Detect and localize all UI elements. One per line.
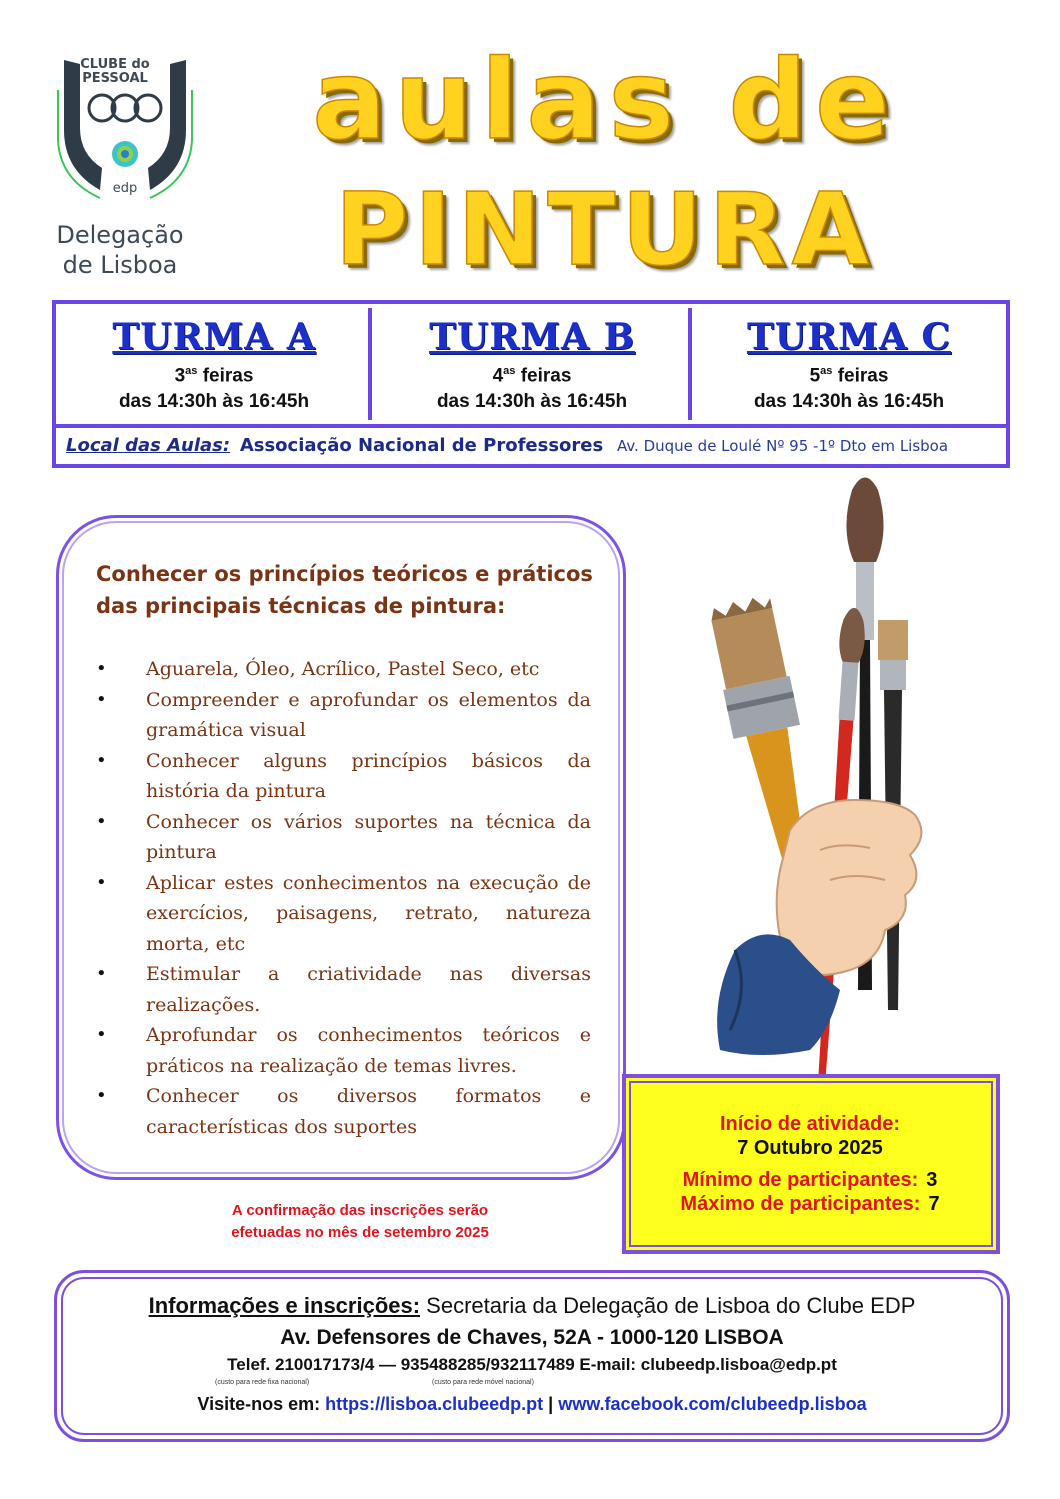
- turma-b: [376, 308, 692, 420]
- turma-c-name: TURMA C: [746, 316, 952, 358]
- turma-b-day: $4^{as}$ feiras: [492, 365, 572, 387]
- turma-a-name: TURMA A: [112, 316, 316, 358]
- facebook-link[interactable]: www.facebook.com/clubeedp.lisboa: [558, 1394, 867, 1414]
- list-item: • Conhecer os vários suportes na técnica da pintura: [96, 807, 591, 868]
- paintbrush-hand-icon: [640, 470, 970, 1100]
- turma-c-time: das 14:30h às 16:45h: [753, 391, 945, 413]
- list-item: • Aguarela, Óleo, Acrílico, Pastel Seco, etc: [96, 654, 591, 685]
- turma-a: [60, 308, 372, 420]
- info-label: Informações e inscrições:: [148, 1293, 421, 1318]
- list-item: • Conhecer os diversos formatos e características dos suportes: [96, 1081, 591, 1142]
- schedule-box: [52, 300, 1010, 468]
- start-date: 7 Outubro 2025: [737, 1137, 883, 1159]
- confirmation-line-1: A confirmação das inscrições serão: [231, 1202, 489, 1219]
- note-mobile: (custo para rede móvel nacional): [432, 1379, 534, 1386]
- delegacao-lisboa: [30, 220, 210, 280]
- max-participants: Máximo de participantes: 7: [680, 1193, 940, 1215]
- website-link[interactable]: https://lisboa.clubeedp.pt: [325, 1394, 544, 1414]
- note-fixed: (custo para rede fixa nacional): [215, 1379, 310, 1386]
- title-line-2: PINTURA: [335, 171, 875, 288]
- turma-b-name: TURMA B: [429, 316, 635, 358]
- list-item: • Aprofundar os conhecimentos teóricos e práticos na realização de temas livres.: [96, 1020, 591, 1081]
- turma-a-day: $3^{as}$ feiras: [174, 365, 254, 387]
- list-item: • Conhecer alguns princípios básicos da história da pintura: [96, 746, 591, 807]
- visit-line: [54, 1392, 1010, 1416]
- turma-c: [696, 308, 1002, 420]
- list-item: • Aplicar estes conhecimentos na execução de exercícios, paisagens, retrato, natureza morta, etc: [96, 868, 591, 960]
- edp-brand-text: edp: [112, 181, 138, 196]
- list-item: • Compreender e aprofundar os elementos da gramática visual: [96, 685, 591, 746]
- delegacao-line-1: Delegação: [56, 221, 184, 249]
- footer-contacts: Telef. 210017173/4 — 935488285/932117489 E-mail: clubeedp.lisboa@edp.pt: [227, 1355, 837, 1374]
- min-participants-value: 3: [926, 1169, 938, 1191]
- separator: |: [543, 1394, 559, 1414]
- title-line-1: aulas de: [312, 36, 898, 164]
- max-participants-value: 7: [928, 1193, 940, 1215]
- info-text: Secretaria da Delegação de Lisboa do Clube EDP: [420, 1293, 916, 1318]
- footer-address: Av. Defensores de Chaves, 52A - 1000-120 LISBOA: [280, 1326, 784, 1349]
- turma-b-time: das 14:30h às 16:45h: [436, 391, 628, 413]
- club-line-2: PESSOAL: [82, 71, 148, 86]
- confirmation-line-2: efetuadas no mês de setembro 2025: [231, 1224, 489, 1241]
- start-label: Início de atividade:: [719, 1113, 901, 1135]
- club-name: [60, 58, 170, 86]
- local-label: Local das Aulas:: [66, 435, 231, 456]
- confirmation-note: [160, 1200, 560, 1244]
- info-line: [54, 1292, 1010, 1320]
- local-address: Av. Duque de Loulé Nº 95 -1º Dto em Lisboa: [616, 437, 949, 455]
- club-line-1: CLUBE do: [80, 57, 150, 72]
- activity-box: [622, 1074, 1000, 1254]
- delegacao-line-2: de Lisboa: [62, 251, 178, 279]
- list-item: • Estimular a criatividade nas diversas realizações.: [96, 959, 591, 1020]
- visit-label: Visite-nos em:: [197, 1394, 326, 1414]
- local-row: [56, 424, 1006, 464]
- content-heading: Conhecer os princípios teóricos e práticos das principais técnicas de pintura:: [96, 562, 593, 618]
- objectives-list: [96, 654, 591, 1142]
- local-association: Associação Nacional de Professores: [239, 435, 604, 456]
- min-participants: Mínimo de participantes: 3: [682, 1169, 938, 1191]
- turma-a-time: das 14:30h às 16:45h: [118, 391, 310, 413]
- turma-c-day: $5^{as}$ feiras: [809, 365, 889, 387]
